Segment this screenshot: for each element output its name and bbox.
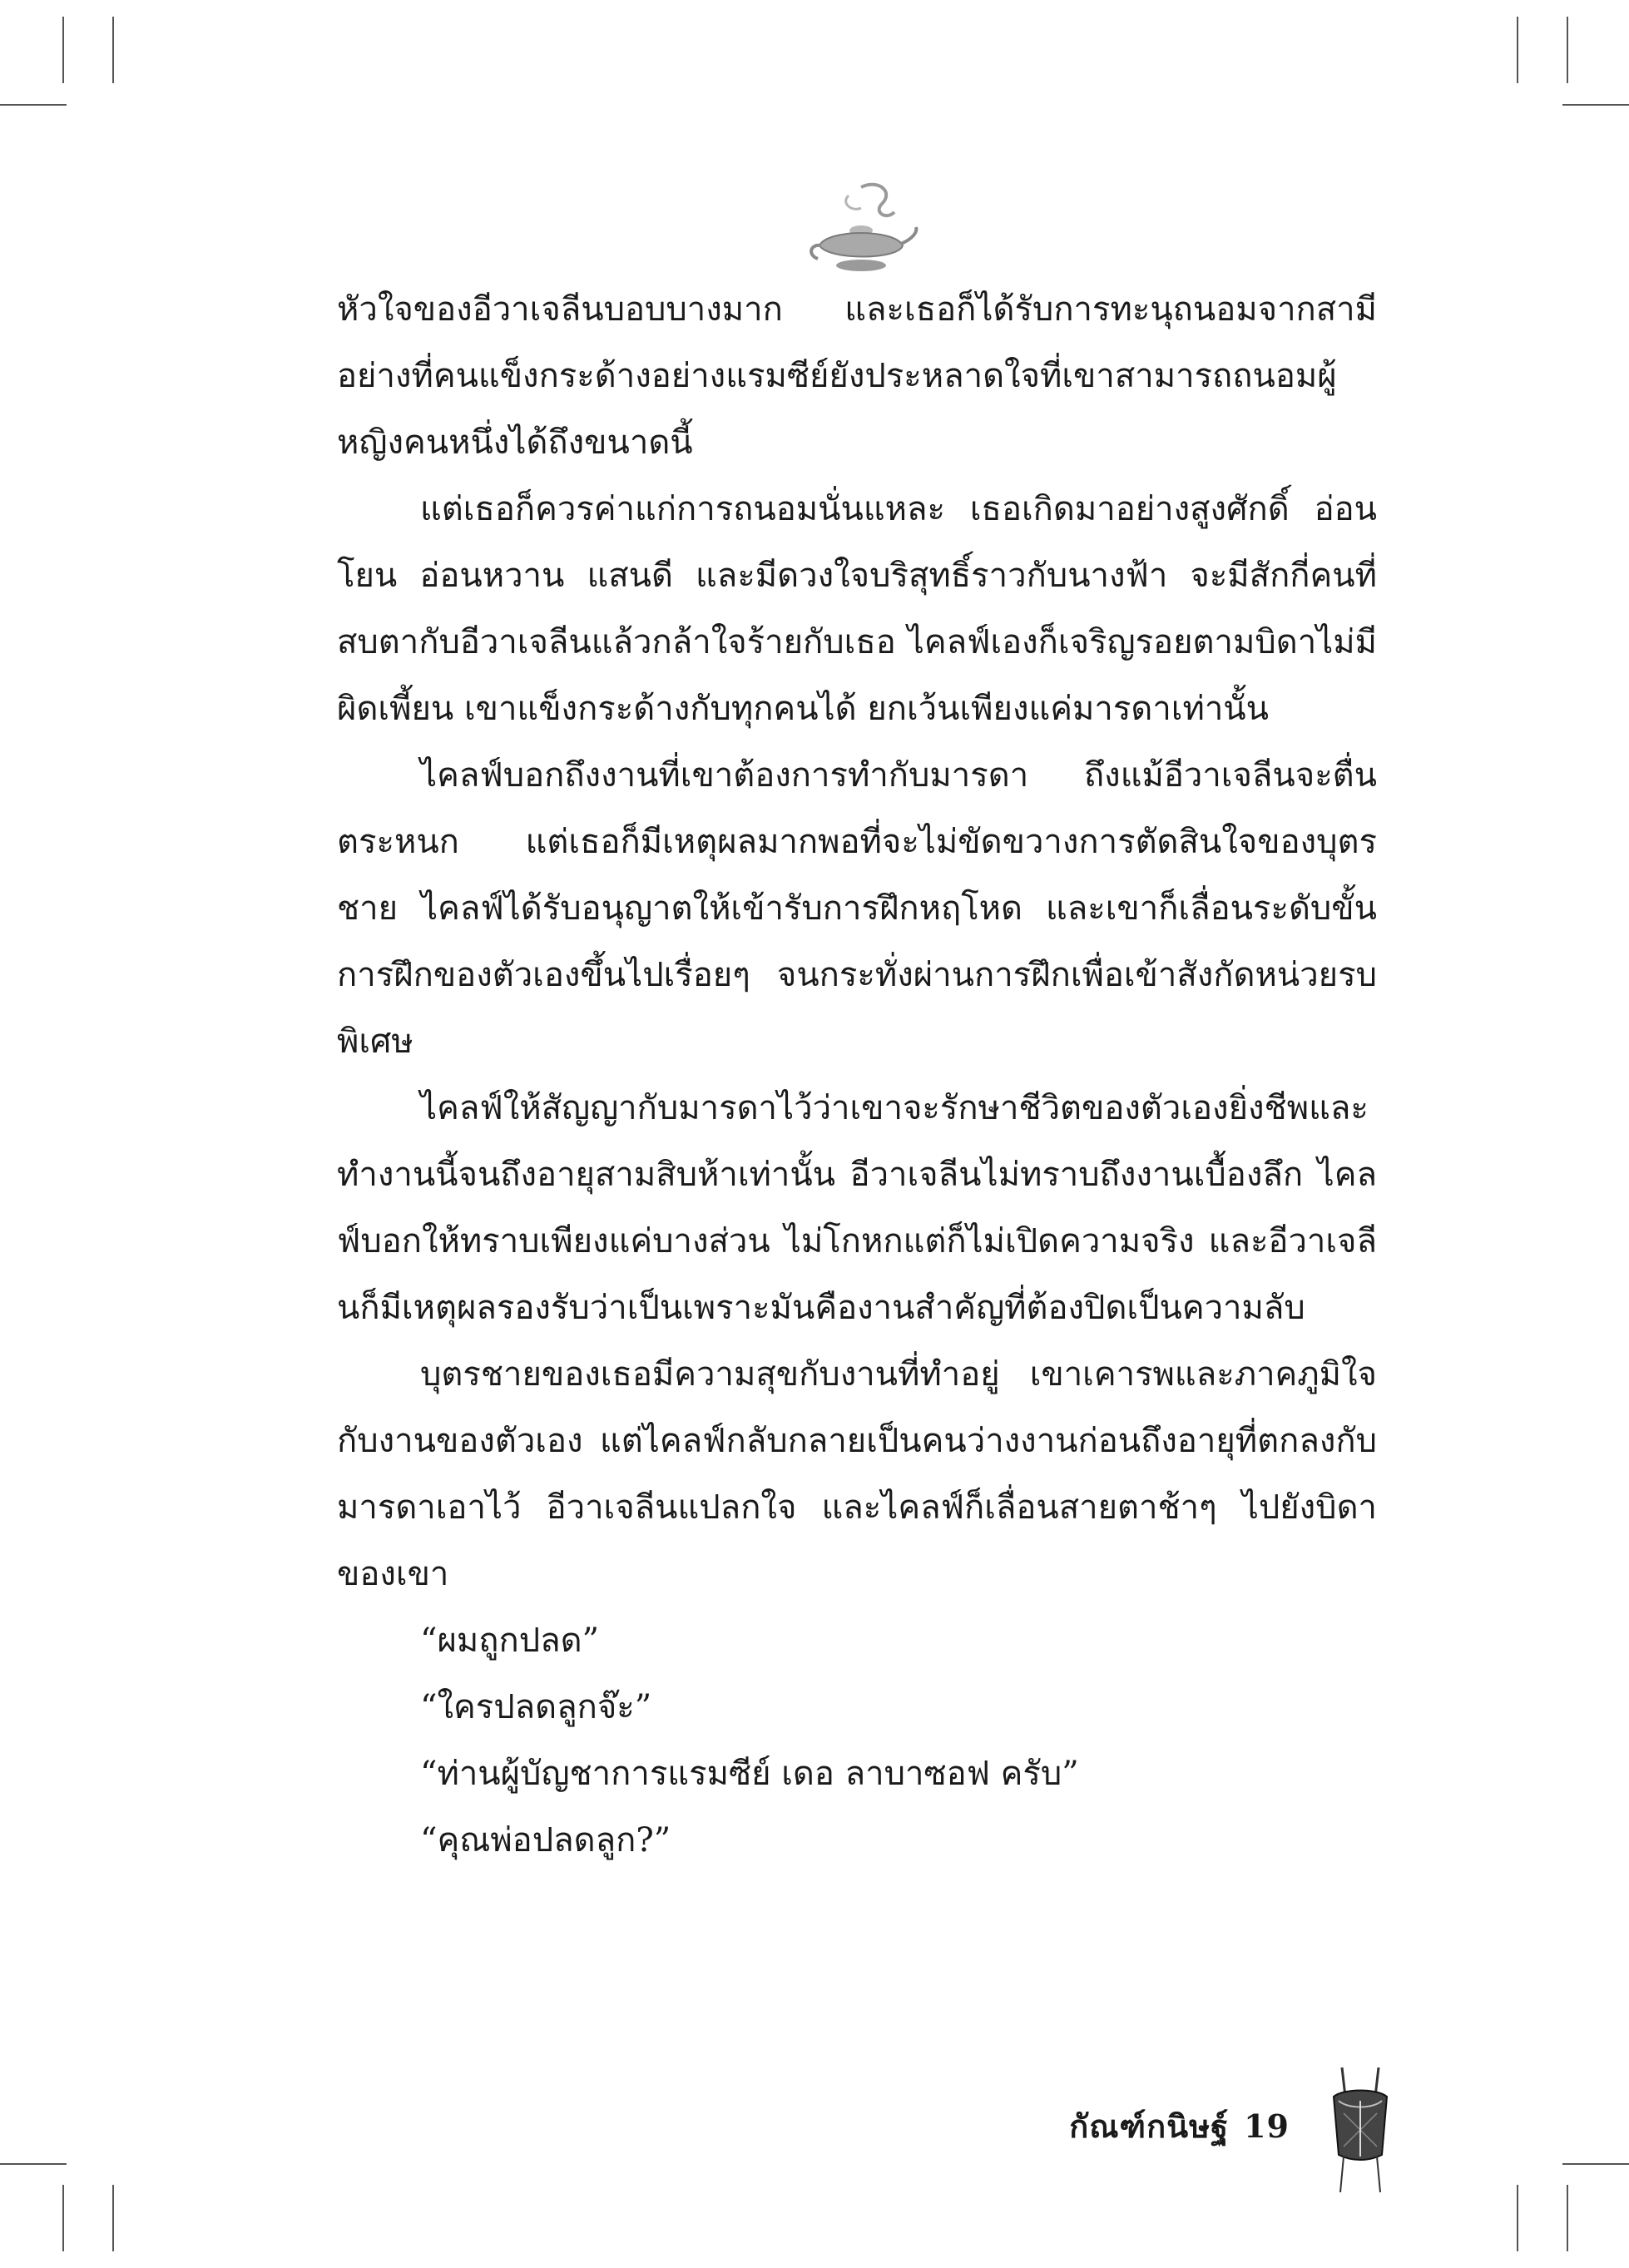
dialogue-line: “คุณพ่อปลดลูก?” xyxy=(420,1821,671,1859)
book-title: กัณฑ์กนิษฐ์ xyxy=(1069,2107,1230,2145)
crop-mark xyxy=(1517,2185,1518,2251)
crop-mark xyxy=(62,17,64,83)
crop-mark xyxy=(1567,17,1568,83)
paragraph: บุตรชายของเธอมีความสุขกับงานที่ทำอยู่ เขาเคารพและภาคภูมิใจกับงานของตัวเอง แต่ไคลฟ์กลับกลายเป็นคนว่างงานก่อนถึงอายุที่ตกลงกับมารดาเอาไว้ อีวาเจลีนแปลกใจ และไคลฟ์ก็เลื่อนสายตาช้าๆ ไปยังบิดาของเขา xyxy=(337,1355,1377,1593)
paragraph: หัวใจของอีวาเจลีนบอบบางมาก และเธอก็ได้รับการทะนุถนอมจากสามีอย่างที่คนแข็งกระด้างอย่างแรมซีย์ยังประหลาดใจที่เขาสามารถถนอมผู้หญิงคนหนึ่งได้ถึงขนาดนี้ xyxy=(337,290,1377,462)
page-footer xyxy=(957,2101,1290,2152)
paragraph: ไคลฟ์บอกถึงงานที่เขาต้องการทำกับมารดา ถึงแม้อีวาเจลีนจะตื่นตระหนก แต่เธอก็มีเหตุผลมากพอที่จะไม่ขัดขวางการตัดสินใจของบุตรชาย ไคลฟ์ได้รับอนุญาตให้เข้ารับการฝึกหฤโหด และเขาก็เลื่อนระดับขั้นการฝึกของตัวเองขึ้นไปเรื่อยๆ จนกระทั่งผ่านการฝึกเพื่อเข้าสังกัดหน่วยรบพิเศษ xyxy=(337,756,1377,1061)
dialogue-line: “ผมถูกปลด” xyxy=(420,1622,600,1660)
crop-mark xyxy=(112,2185,114,2251)
crop-mark xyxy=(1567,2185,1568,2251)
paragraph: ไคลฟ์ให้สัญญากับมารดาไว้ว่าเขาจะรักษาชีวิตของตัวเองยิ่งชีพและทำงานนี้จนถึงอายุสามสิบห้าเท่านั้น อีวาเจลีนไม่ทราบถึงงานเบื้องลึก ไคลฟ์บอกให้ทราบเพียงแค่บางส่วน ไม่โกหกแต่ก็ไม่เปิดความจริง และอีวาเจลีนก็มีเหตุผลรองรับว่าเป็นเพราะมันคืองานสำคัญที่ต้องปิดเป็นความลับ xyxy=(337,1089,1377,1327)
body-text xyxy=(337,276,1377,1874)
dialogue-line: “ท่านผู้บัญชาการแรมซีย์ เดอ ลาบาซอฟ ครับ” xyxy=(420,1755,1079,1793)
page-number: 19 xyxy=(1244,2107,1290,2145)
crop-mark xyxy=(112,17,114,83)
corset-icon xyxy=(1319,2063,1402,2196)
magic-lamp-icon xyxy=(803,179,919,279)
crop-mark xyxy=(0,2163,67,2165)
crop-mark xyxy=(1517,17,1518,83)
crop-mark xyxy=(1562,2163,1629,2165)
crop-mark xyxy=(0,104,67,106)
paragraph: แต่เธอก็ควรค่าแก่การถนอมนั่นแหละ เธอเกิดมาอย่างสูงศักดิ์ อ่อนโยน อ่อนหวาน แสนดี และมีดวงใจบริสุทธิ์ราวกับนางฟ้า จะมีสักกี่คนที่สบตากับอีวาเจลีนแล้วกล้าใจร้ายกับเธอ ไคลฟ์เองก็เจริญรอยตามบิดาไม่มีผิดเพี้ยน เขาแข็งกระด้างกับทุกคนได้ ยกเว้นเพียงแค่มารดาเท่านั้น xyxy=(337,490,1377,728)
crop-mark xyxy=(62,2185,64,2251)
dialogue-line: “ใครปลดลูกจ๊ะ” xyxy=(420,1688,652,1726)
crop-mark xyxy=(1562,104,1629,106)
